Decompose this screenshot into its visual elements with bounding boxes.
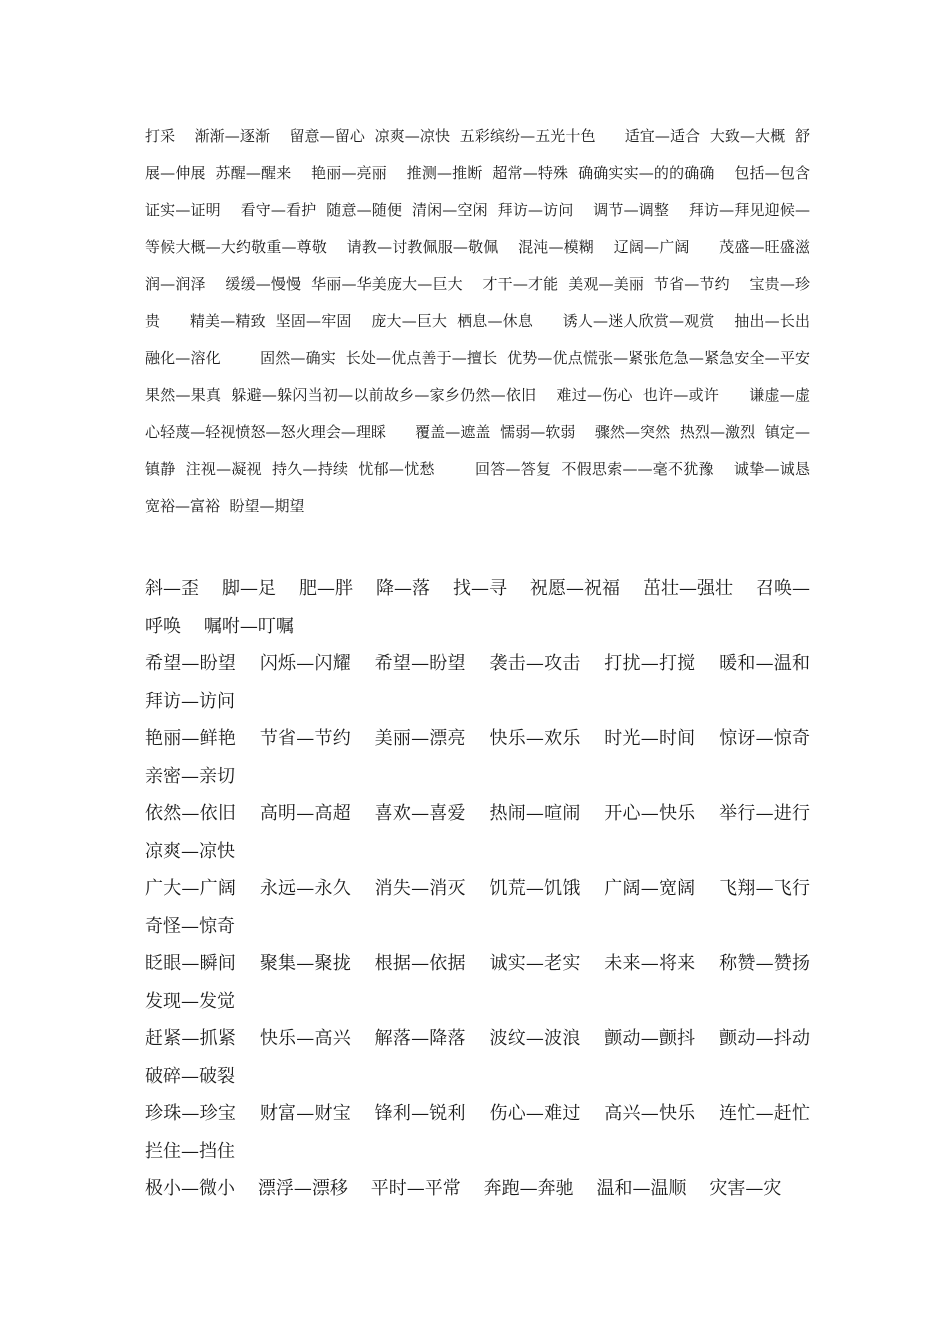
synonym-line: 希望—盼望 闪烁—闪耀 希望—盼望 袭击—攻击 打扰—打搅 暖和—温和 拜访—访问 xyxy=(145,653,833,712)
synonym-line: 斜—歪 脚—足 肥—胖 降—落 找—寻 祝愿—祝福 茁壮—强壮 召唤—呼唤 嘱咐—叮嘱 xyxy=(145,578,810,637)
synonym-line: 赶紧—抓紧 快乐—高兴 解落—降落 波纹—波浪 颤动—颤抖 颤动—抖动 破碎—破裂 xyxy=(145,1028,833,1087)
synonym-line: 极小—微小 漂浮—漂移 平时—平常 奔跑—奔驰 温和—温顺 灾害—灾 xyxy=(145,1178,782,1199)
synonym-line: 眨眼—瞬间 聚集—聚拢 根据—依据 诚实—老实 未来—将来 称赞—赞扬 发现—发觉 xyxy=(145,953,833,1012)
synonym-paragraph-small: 打采 渐渐—逐渐 留意—留心 凉爽—凉快 五彩缤纷—五光十色 适宜—适合 大致—大概 舒展—伸展 苏醒—醒来 艳丽—亮丽 推测—推断 超常—特殊 确确实实—的的确确 包括—包含 证实—证明 看守—看护 随意—随便 清闲—空闲 拜访—访问 调节—调整 拜访—拜见迎候—等候大概—大约敬重—尊敬 请教—讨教佩服—敬佩 混沌—模糊 辽阔—广阔 茂盛—旺盛滋润—润泽 缓缓—慢慢 华丽—华美庞大—巨大 才干—才能 美观—美丽 节省—节约 宝贵—珍贵 精美—精致 坚固—牢固 庞大—巨大 栖息—休息 诱人—迷人欣赏—观赏 抽出—长出 融化—溶化 固然—确实 长处—优点善于—擅长 优势—优点慌张—紧张危急—紧急安全—平安 果然—果真 躲避—躲闪当初—以前故乡—家乡仍然—依旧 难过—伤心 也许—或许 谦虚—虚心轻蔑—轻视愤怒—怒火理会—理睬 覆盖—遮盖 懦弱—软弱 骤然—突然 热烈—激烈 镇定—镇静 注视—凝视 持久—持续 忧郁—忧愁 回答—答复 不假思索——毫不犹豫 诚挚—诚恳 宽裕—富裕 盼望—期望 xyxy=(145,127,839,515)
synonym-line: 艳丽—鲜艳 节省—节约 美丽—漂亮 快乐—欢乐 时光—时间 惊讶—惊奇 亲密—亲切 xyxy=(145,728,833,787)
synonym-line: 广大—广阔 永远—永久 消失—消灭 饥荒—饥饿 广阔—宽阔 飞翔—飞行 奇怪—惊奇 xyxy=(145,878,833,937)
synonym-line: 珍珠—珍宝 财富—财宝 锋利—锐利 伤心—难过 高兴—快乐 连忙—赶忙 拦住—挡住 xyxy=(145,1103,833,1162)
synonym-list-large xyxy=(145,570,833,1208)
synonym-line: 依然—依旧 高明—高超 喜欢—喜爱 热闹—喧闹 开心—快乐 举行—进行 凉爽—凉快 xyxy=(145,803,833,862)
